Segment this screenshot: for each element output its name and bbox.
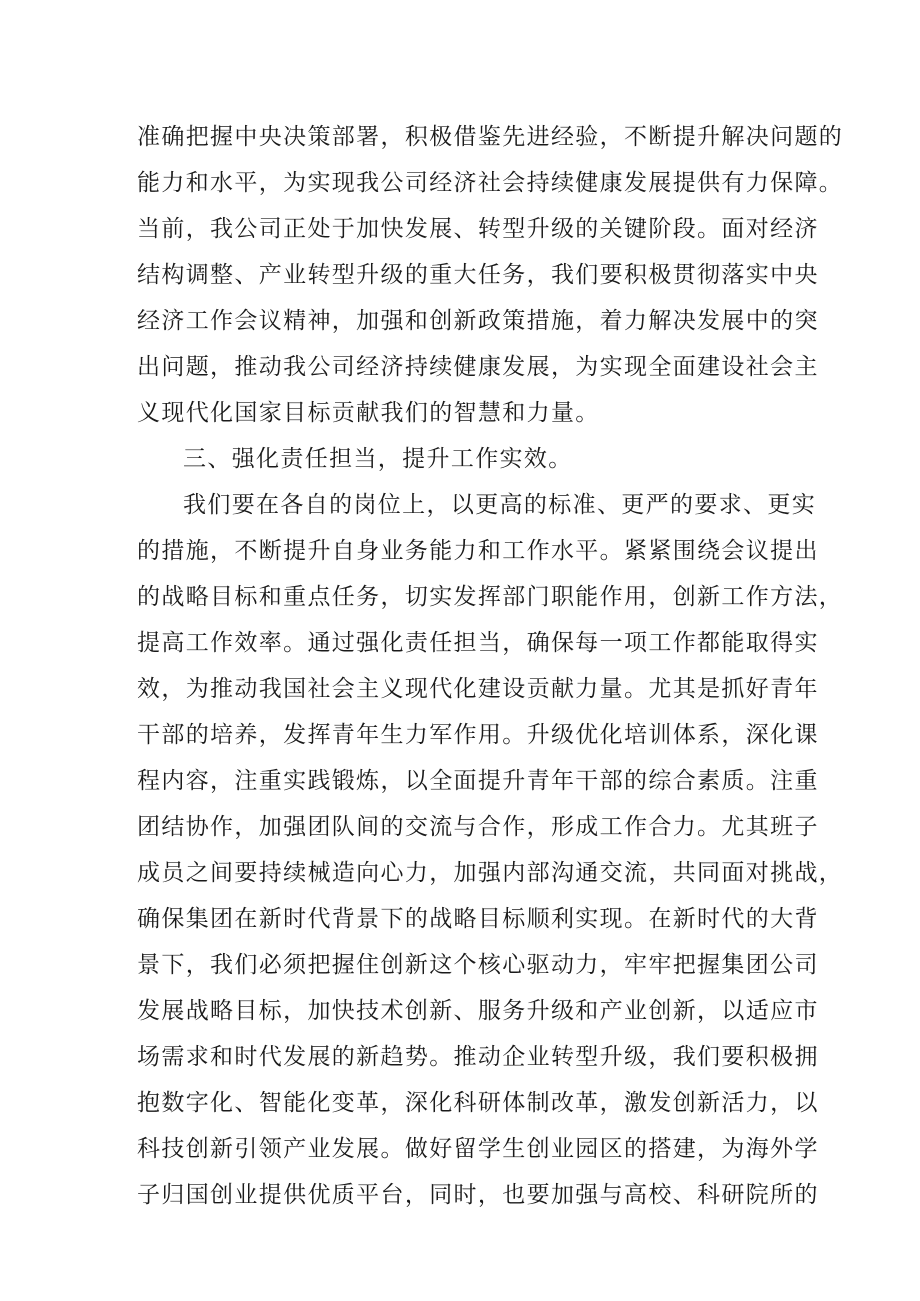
text-line: 景下，我们必须把握住创新这个核心驱动力，牢牢把握集团公司 xyxy=(137,952,819,978)
text-line: 效，为推动我国社会主义现代化建设贡献力量。尤其是抓好青年 xyxy=(137,676,819,702)
text-line: 出问题，推动我公司经济持续健康发展，为实现全面建设社会主 xyxy=(137,354,819,380)
text-line: 提高工作效率。通过强化责任担当，确保每一项工作都能取得实 xyxy=(137,630,819,656)
text-line: 确保集团在新时代背景下的战略目标顺利实现。在新时代的大背 xyxy=(137,906,819,932)
text-line: 发展战略目标，加快技术创新、服务升级和产业创新，以适应市 xyxy=(137,998,819,1024)
text-line: 子归国创业提供优质平台，同时，也要加强与高校、科研院所的 xyxy=(137,1182,819,1208)
text-line: 当前，我公司正处于加快发展、转型升级的关键阶段。面对经济 xyxy=(137,216,819,242)
section-heading: 三、强化责任担当，提升工作实效。 xyxy=(183,446,573,472)
text-line: 场需求和时代发展的新趋势。推动企业转型升级，我们要积极拥 xyxy=(137,1044,819,1070)
text-line: 经济工作会议精神，加强和创新政策措施，着力解决发展中的突 xyxy=(137,308,819,334)
text-line: 我们要在各自的岗位上，以更高的标准、更严的要求、更实 xyxy=(183,492,817,518)
text-line: 程内容，注重实践锻炼，以全面提升青年干部的综合素质。注重 xyxy=(137,768,819,794)
text-line: 的措施，不断提升自身业务能力和工作水平。紧紧围绕会议提出 xyxy=(137,538,819,564)
text-line: 的战略目标和重点任务，切实发挥部门职能作用，创新工作方法， xyxy=(137,584,844,610)
text-line: 能力和水平，为实现我公司经济社会持续健康发展提供有力保障。 xyxy=(137,170,844,196)
text-line: 抱数字化、智能化变革，深化科研体制改革，激发创新活力，以 xyxy=(137,1090,819,1116)
text-line: 团结协作，加强团队间的交流与合作，形成工作合力。尤其班子 xyxy=(137,814,819,840)
text-line: 准确把握中央决策部署，积极借鉴先进经验，不断提升解决问题的 xyxy=(137,124,844,150)
text-line: 科技创新引领产业发展。做好留学生创业园区的搭建，为海外学 xyxy=(137,1136,819,1162)
text-line: 义现代化国家目标贡献我们的智慧和力量。 xyxy=(137,400,600,426)
text-line: 结构调整、产业转型升级的重大任务，我们要积极贯彻落实中央 xyxy=(137,262,819,288)
text-line: 干部的培养，发挥青年生力军作用。升级优化培训体系，深化课 xyxy=(137,722,819,748)
text-line: 成员之间要持续械造向心力，加强内部沟通交流，共同面对挑战， xyxy=(137,860,844,886)
